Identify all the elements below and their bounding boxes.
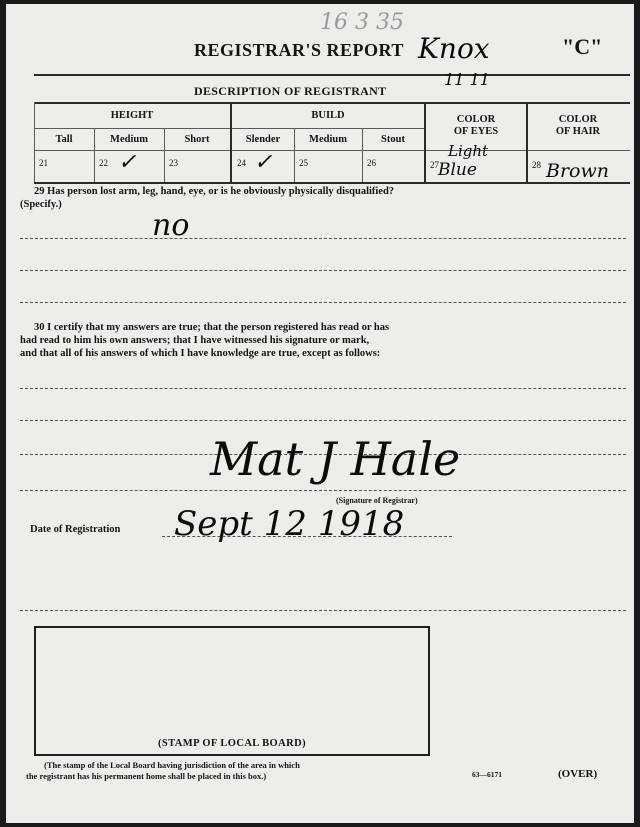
field-21: 21: [39, 158, 48, 168]
separator-line: [20, 610, 626, 611]
height-medium-mark: ✓: [118, 150, 137, 175]
eyes-title-1: COLOR: [456, 114, 496, 125]
description-heading: DESCRIPTION OF REGISTRANT: [194, 84, 387, 98]
build-title: BUILD: [311, 110, 345, 121]
height-tall-label: Tall: [55, 134, 73, 145]
table-subrule: [34, 128, 424, 129]
local-board-stamp-box: [34, 626, 430, 756]
answer-line: [20, 420, 626, 421]
height-title: HEIGHT: [110, 110, 154, 121]
stamp-box-caption: (STAMP OF LOCAL BOARD): [158, 738, 306, 749]
footnote-line-1: (The stamp of the Local Board having jurisdiction of the area in which: [44, 760, 300, 770]
answer-line: [20, 388, 626, 389]
answer-line: [20, 238, 626, 239]
hair-title-1: COLOR: [558, 114, 598, 125]
table-top-rule: [34, 102, 630, 104]
header-rule: [34, 74, 630, 76]
eyes-value-2: Blue: [438, 160, 477, 180]
form-title: REGISTRAR'S REPORT: [194, 40, 404, 60]
registration-card: [6, 4, 634, 823]
field-28: 28: [532, 160, 541, 170]
field-26: 26: [367, 158, 376, 168]
field-24: 24: [237, 158, 246, 168]
county-handwritten: Knox: [418, 32, 490, 65]
over-label: (OVER): [558, 768, 598, 780]
hair-value: Brown: [546, 160, 609, 182]
answer-line: [20, 490, 626, 491]
date-line: [162, 536, 452, 537]
hair-title-2: OF HAIR: [555, 126, 601, 137]
build-slender-label: Slender: [245, 134, 281, 145]
q30-line-1: 30 I certify that my answers are true; that the person registered has read or has: [34, 322, 390, 333]
q30-line-3: and that all of his answers of which I have knowledge are true, except as follows:: [20, 348, 381, 359]
eyes-title-2: OF EYES: [453, 126, 499, 137]
table-bottom-rule: [34, 182, 630, 184]
field-25: 25: [299, 158, 308, 168]
copy-letter: "C": [562, 34, 603, 59]
q29-text-1: 29 Has person lost arm, leg, hand, eye, or is he obviously physically disqualified?: [34, 186, 395, 197]
date-handwritten: Sept 12 1918: [174, 504, 405, 544]
description-handwritten: 11 11: [444, 70, 490, 89]
q29-text-2: (Specify.): [20, 199, 62, 210]
registrar-signature: Mat J Hale: [210, 432, 461, 486]
date-label: Date of Registration: [30, 524, 121, 535]
stamp-number: 16 3 35: [320, 10, 404, 35]
height-short-label: Short: [184, 134, 210, 145]
field-22: 22: [99, 158, 108, 168]
q29-answer: no: [152, 208, 190, 243]
field-23: 23: [169, 158, 178, 168]
form-number: 63—6171: [472, 770, 502, 779]
footnote-line-2: the registrant has his permanent home shall be placed in this box.): [26, 771, 267, 781]
answer-line: [20, 270, 626, 271]
signature-caption: (Signature of Registrar): [336, 496, 418, 505]
eyes-value-1: Light: [448, 142, 489, 160]
height-medium-label: Medium: [110, 134, 148, 145]
answer-line: [20, 302, 626, 303]
field-27: 27: [430, 160, 439, 170]
build-stout-label: Stout: [381, 134, 405, 145]
q30-line-2: had read to him his own answers; that I have witnessed his signature or mark,: [20, 335, 370, 346]
build-medium-label: Medium: [309, 134, 347, 145]
build-slender-mark: ✓: [254, 150, 273, 175]
